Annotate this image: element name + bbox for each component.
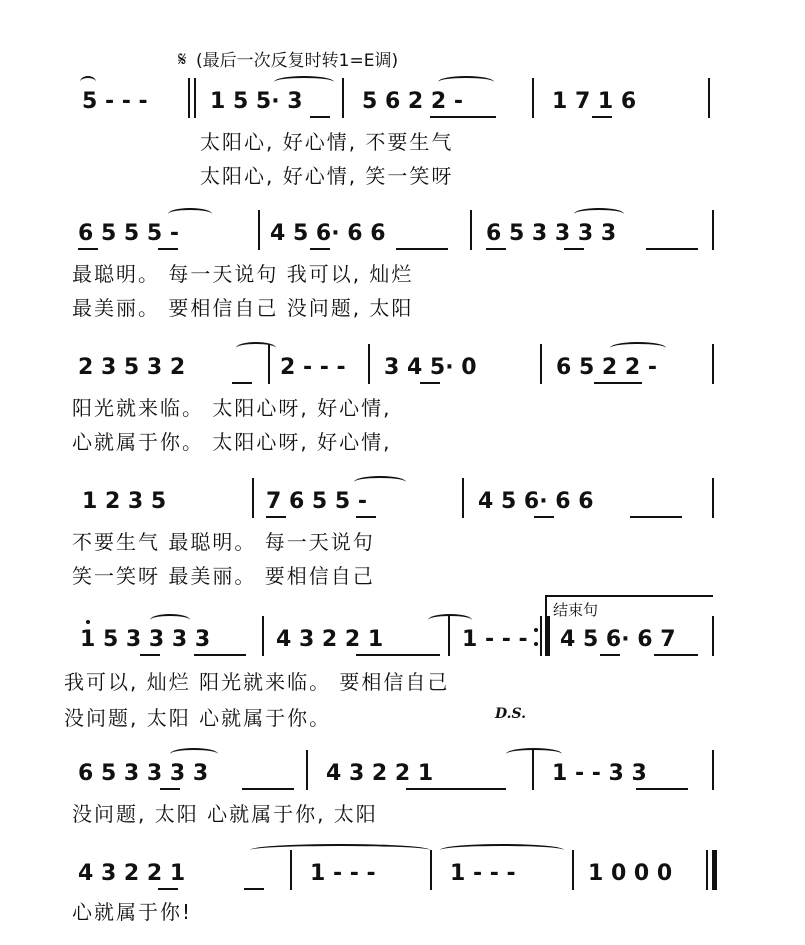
underline bbox=[232, 382, 252, 384]
barline bbox=[368, 344, 370, 384]
underline bbox=[420, 382, 440, 384]
barline bbox=[540, 616, 542, 656]
measure: 4 3 2 2 1 bbox=[276, 627, 384, 652]
underline bbox=[534, 516, 554, 518]
measure: 1 5 3 3 3 3 bbox=[80, 627, 211, 652]
barline bbox=[712, 750, 714, 790]
lyric-verse-1: 没问题, 太阳 心就属于你, 太阳 bbox=[72, 802, 378, 826]
barline bbox=[712, 210, 714, 250]
measure: 1 7 1 6 bbox=[552, 89, 637, 114]
underline bbox=[646, 248, 698, 250]
ending-label: 结束句 bbox=[553, 601, 599, 619]
underline bbox=[636, 788, 688, 790]
measure: 7 6 5 5 - bbox=[266, 489, 367, 514]
measure: 1 - - 3 3 bbox=[552, 761, 647, 786]
repeat-dot bbox=[534, 642, 538, 646]
measure: 1 5 5· 3 bbox=[210, 89, 303, 114]
underline bbox=[266, 516, 286, 518]
segno-icon: 𝄋 bbox=[178, 47, 187, 71]
barline bbox=[706, 850, 708, 890]
measure: 2 - - - bbox=[280, 355, 346, 380]
underline bbox=[160, 788, 180, 790]
slur bbox=[168, 208, 212, 220]
underline bbox=[310, 116, 330, 118]
underline bbox=[430, 116, 496, 118]
lyric-verse-2: 笑一笑呀 最美丽。 要相信自己 bbox=[72, 564, 375, 588]
measure: 4 5 6· 6 6 bbox=[478, 489, 594, 514]
lyric-verse-1: 最聪明。 每一天说句 我可以, 灿烂 bbox=[72, 262, 414, 286]
barline bbox=[470, 210, 472, 250]
measure: 5 - - - bbox=[82, 89, 148, 114]
measure: 6 5 3 3 3 3 bbox=[78, 761, 209, 786]
lyric-verse-1: 太阳心, 好心情, 不要生气 bbox=[200, 130, 454, 154]
underline bbox=[594, 382, 642, 384]
slur bbox=[440, 844, 564, 856]
underline bbox=[244, 888, 264, 890]
barline bbox=[188, 78, 190, 118]
measure: 4 5 6· 6 7 bbox=[560, 627, 676, 652]
repeat-dot bbox=[534, 628, 538, 632]
barline bbox=[290, 850, 292, 890]
measure: 4 3 2 2 1 bbox=[78, 861, 186, 886]
measure: 2 3 5 3 2 bbox=[78, 355, 186, 380]
underline bbox=[654, 654, 698, 656]
key-change-text: (最后一次反复时转1=E调) bbox=[196, 51, 399, 71]
measure: 1 - - - bbox=[450, 861, 516, 886]
measure: 1 2 3 5 bbox=[82, 489, 167, 514]
lyric-verse-1: 我可以, 灿烂 阳光就来临。 要相信自己 bbox=[64, 670, 450, 694]
slur bbox=[170, 748, 218, 760]
barline bbox=[712, 478, 714, 518]
measure: 1 0 0 0 bbox=[588, 861, 673, 886]
lyric-verse-2: 心就属于你。 太阳心呀, 好心情, bbox=[72, 430, 392, 454]
measure: 1 - - - bbox=[462, 627, 528, 652]
barline bbox=[572, 850, 574, 890]
underline bbox=[158, 888, 178, 890]
slur bbox=[354, 476, 406, 488]
barline bbox=[258, 210, 260, 250]
underline bbox=[140, 654, 160, 656]
underline bbox=[406, 788, 506, 790]
barline bbox=[252, 478, 254, 518]
underline bbox=[356, 654, 440, 656]
measure: 6 5 3 3 3 3 bbox=[486, 221, 617, 246]
barline bbox=[194, 78, 196, 118]
slur bbox=[610, 342, 666, 354]
measure: 4 5 6· 6 6 bbox=[270, 221, 386, 246]
underline bbox=[194, 654, 246, 656]
slur bbox=[506, 748, 562, 760]
ending-bracket bbox=[545, 595, 713, 619]
barline bbox=[306, 750, 308, 790]
barline bbox=[712, 850, 717, 890]
slur bbox=[274, 76, 334, 88]
high-octave-dot bbox=[86, 620, 90, 624]
barline bbox=[708, 78, 710, 118]
underline bbox=[564, 248, 584, 250]
underline bbox=[396, 248, 448, 250]
lyric-verse-1: 心就属于你! bbox=[72, 900, 193, 924]
underline bbox=[600, 654, 620, 656]
lyric-verse-2: 没问题, 太阳 心就属于你。 bbox=[64, 706, 332, 730]
barline bbox=[712, 344, 714, 384]
barline bbox=[712, 616, 714, 656]
underline bbox=[158, 248, 178, 250]
slur bbox=[150, 614, 190, 626]
underline bbox=[592, 116, 612, 118]
measure: 5 6 2 2 - bbox=[362, 89, 463, 114]
slur bbox=[236, 342, 276, 354]
lyric-verse-1: 不要生气 最聪明。 每一天说句 bbox=[72, 530, 375, 554]
barline bbox=[545, 616, 550, 656]
slur bbox=[250, 844, 430, 856]
lyric-verse-2: 太阳心, 好心情, 笑一笑呀 bbox=[200, 164, 454, 188]
barline bbox=[262, 616, 264, 656]
slur bbox=[80, 76, 96, 88]
measure: 6 5 5 5 - bbox=[78, 221, 179, 246]
key-change-header bbox=[178, 46, 398, 71]
barline bbox=[342, 78, 344, 118]
lyric-verse-2: 最美丽。 要相信自己 没问题, 太阳 bbox=[72, 296, 414, 320]
barline bbox=[430, 850, 432, 890]
dal-segno-mark: D.S. bbox=[495, 706, 527, 722]
underline bbox=[630, 516, 682, 518]
underline bbox=[356, 516, 376, 518]
slur bbox=[428, 614, 472, 626]
underline bbox=[486, 248, 506, 250]
barline bbox=[462, 478, 464, 518]
lyric-verse-1: 阳光就来临。 太阳心呀, 好心情, bbox=[72, 396, 392, 420]
underline bbox=[310, 248, 330, 250]
measure: 1 - - - bbox=[310, 861, 376, 886]
barline bbox=[540, 344, 542, 384]
underline bbox=[242, 788, 294, 790]
measure: 4 3 2 2 1 bbox=[326, 761, 434, 786]
barline bbox=[532, 78, 534, 118]
slur bbox=[574, 208, 624, 220]
measure: 3 4 5· 0 bbox=[384, 355, 477, 380]
underline bbox=[78, 248, 98, 250]
slur bbox=[438, 76, 494, 88]
measure: 6 5 2 2 - bbox=[556, 355, 657, 380]
